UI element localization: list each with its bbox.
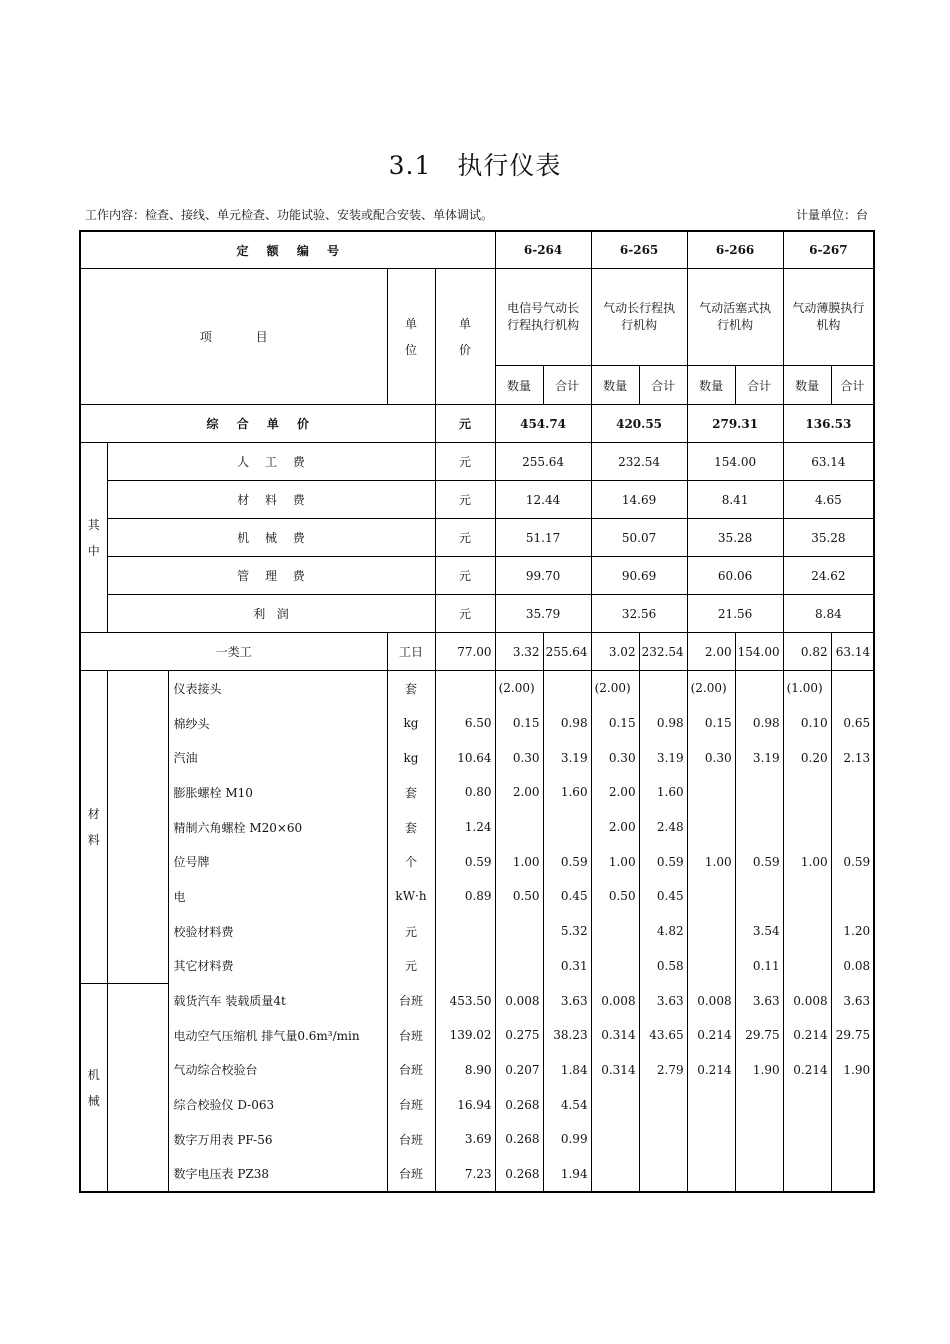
among-name: 材 料 费 bbox=[107, 481, 435, 519]
sum-header: 合计 bbox=[639, 366, 687, 405]
section-title: 执行仪表 bbox=[457, 151, 562, 180]
resource-cell bbox=[735, 671, 783, 706]
among-name: 人 工 费 bbox=[107, 443, 435, 481]
resource-cell bbox=[783, 1087, 831, 1122]
resource-cell: 3.19 bbox=[639, 740, 687, 775]
machinery-row bbox=[80, 1157, 874, 1193]
resource-cell: 0.30 bbox=[591, 740, 639, 775]
resource-cell: 0.214 bbox=[783, 1053, 831, 1088]
resource-cell bbox=[495, 810, 543, 845]
labor-cell: 255.64 bbox=[543, 633, 591, 671]
among-name: 管 理 费 bbox=[107, 557, 435, 595]
resource-name: 校验材料费 bbox=[168, 914, 387, 949]
resource-cell: 0.10 bbox=[783, 706, 831, 741]
among-value: 255.64 bbox=[495, 443, 591, 481]
resource-price: 453.50 bbox=[435, 983, 495, 1018]
resource-cell: 0.59 bbox=[543, 844, 591, 879]
labor-cell: 3.32 bbox=[495, 633, 543, 671]
resource-cell: 0.59 bbox=[831, 844, 874, 879]
resource-cell: 1.90 bbox=[831, 1053, 874, 1088]
among-value: 35.28 bbox=[687, 519, 783, 557]
resource-cell bbox=[687, 879, 735, 914]
resource-cell bbox=[831, 1087, 874, 1122]
labor-unit: 工日 bbox=[387, 633, 435, 671]
summary-value: 279.31 bbox=[687, 405, 783, 443]
resource-cell bbox=[495, 949, 543, 984]
resource-cell: 5.32 bbox=[543, 914, 591, 949]
resource-cell: 0.214 bbox=[687, 1018, 735, 1053]
among-value: 232.54 bbox=[591, 443, 687, 481]
resource-cell: (2.00) bbox=[687, 671, 735, 706]
resource-price: 6.50 bbox=[435, 706, 495, 741]
resource-name: 综合校验仪 D-063 bbox=[168, 1087, 387, 1122]
resource-cell: 38.23 bbox=[543, 1018, 591, 1053]
page-title bbox=[0, 146, 950, 182]
among-unit: 元 bbox=[435, 595, 495, 633]
summary-row bbox=[80, 405, 874, 443]
summary-label: 综 合 单 价 bbox=[80, 405, 435, 443]
resource-price bbox=[435, 914, 495, 949]
resource-unit: kg bbox=[387, 706, 435, 741]
resource-name: 电 bbox=[168, 879, 387, 914]
resource-cell bbox=[687, 1157, 735, 1193]
unit-note: 计量单位：台 bbox=[795, 208, 868, 222]
resource-cell: 0.314 bbox=[591, 1018, 639, 1053]
resource-cell bbox=[639, 1087, 687, 1122]
resource-cell bbox=[639, 1122, 687, 1157]
material-row bbox=[80, 949, 874, 984]
resource-cell: 0.314 bbox=[591, 1053, 639, 1088]
resource-price bbox=[435, 949, 495, 984]
resource-name: 汽油 bbox=[168, 740, 387, 775]
among-value: 99.70 bbox=[495, 557, 591, 595]
material-row bbox=[80, 810, 874, 845]
labor-cell: 63.14 bbox=[831, 633, 874, 671]
machinery-row bbox=[80, 1087, 874, 1122]
resource-cell bbox=[591, 1157, 639, 1193]
resource-price: 10.64 bbox=[435, 740, 495, 775]
resource-cell: 0.59 bbox=[639, 844, 687, 879]
resource-cell bbox=[831, 671, 874, 706]
resource-price: 139.02 bbox=[435, 1018, 495, 1053]
resource-cell bbox=[591, 914, 639, 949]
resource-cell: 2.79 bbox=[639, 1053, 687, 1088]
qty-header: 数量 bbox=[783, 366, 831, 405]
resource-cell: 2.00 bbox=[591, 775, 639, 810]
resource-cell bbox=[735, 879, 783, 914]
quota-code: 6-266 bbox=[687, 231, 783, 269]
resource-cell bbox=[735, 1157, 783, 1193]
resource-price: 8.90 bbox=[435, 1053, 495, 1088]
resource-cell: 0.50 bbox=[495, 879, 543, 914]
work-content: 工作内容：检查、接线、单元检查、功能试验、安装或配合安装、单体调试。 bbox=[85, 208, 494, 222]
among-value: 154.00 bbox=[687, 443, 783, 481]
resource-cell: 43.65 bbox=[639, 1018, 687, 1053]
among-value: 8.41 bbox=[687, 481, 783, 519]
resource-cell bbox=[783, 1122, 831, 1157]
resource-cell: 0.08 bbox=[831, 949, 874, 984]
resource-cell bbox=[591, 949, 639, 984]
resource-cell bbox=[783, 775, 831, 810]
among-value: 12.44 bbox=[495, 481, 591, 519]
resource-cell: 1.00 bbox=[591, 844, 639, 879]
resource-name: 精制六角螺栓 M20×60 bbox=[168, 810, 387, 845]
resource-price: 7.23 bbox=[435, 1157, 495, 1193]
resource-cell: (2.00) bbox=[495, 671, 543, 706]
labor-name: 一类工 bbox=[80, 633, 387, 671]
resource-cell bbox=[831, 1157, 874, 1193]
resource-cell bbox=[783, 914, 831, 949]
resource-unit: 套 bbox=[387, 810, 435, 845]
resource-cell: 3.54 bbox=[735, 914, 783, 949]
resource-cell bbox=[831, 1122, 874, 1157]
machinery-spacer bbox=[107, 983, 168, 1192]
machinery-row bbox=[80, 1018, 874, 1053]
resource-cell bbox=[735, 1122, 783, 1157]
among-unit: 元 bbox=[435, 519, 495, 557]
resource-cell: 0.98 bbox=[543, 706, 591, 741]
resource-unit: 台班 bbox=[387, 1018, 435, 1053]
resource-cell: 0.30 bbox=[687, 740, 735, 775]
resource-cell bbox=[687, 1122, 735, 1157]
resource-cell: 0.008 bbox=[495, 983, 543, 1018]
resource-cell bbox=[783, 879, 831, 914]
resource-cell: 0.65 bbox=[831, 706, 874, 741]
resource-cell bbox=[687, 1087, 735, 1122]
resource-cell: 2.00 bbox=[591, 810, 639, 845]
machinery-label: 机 械 bbox=[80, 983, 107, 1192]
resource-cell: 1.90 bbox=[735, 1053, 783, 1088]
resource-cell: 4.54 bbox=[543, 1087, 591, 1122]
quota-code: 6-267 bbox=[783, 231, 874, 269]
code-row bbox=[80, 231, 874, 269]
resource-cell bbox=[831, 879, 874, 914]
resource-cell bbox=[639, 1157, 687, 1193]
resource-cell: 3.63 bbox=[831, 983, 874, 1018]
resource-cell: 0.268 bbox=[495, 1157, 543, 1193]
resource-cell: 0.008 bbox=[783, 983, 831, 1018]
sum-header: 合计 bbox=[735, 366, 783, 405]
resource-cell: 0.275 bbox=[495, 1018, 543, 1053]
resource-unit: 台班 bbox=[387, 1157, 435, 1193]
machinery-row bbox=[80, 1122, 874, 1157]
resource-cell: 0.98 bbox=[639, 706, 687, 741]
price-header: 单 价 bbox=[435, 269, 495, 405]
among-value: 8.84 bbox=[783, 595, 874, 633]
resource-cell: 1.60 bbox=[639, 775, 687, 810]
material-row bbox=[80, 844, 874, 879]
resource-cell: 0.59 bbox=[735, 844, 783, 879]
resource-unit: 台班 bbox=[387, 1087, 435, 1122]
resource-cell: 3.63 bbox=[735, 983, 783, 1018]
resource-price: 1.24 bbox=[435, 810, 495, 845]
resource-cell bbox=[591, 1087, 639, 1122]
resource-cell: 1.94 bbox=[543, 1157, 591, 1193]
resource-cell: 29.75 bbox=[735, 1018, 783, 1053]
resource-price bbox=[435, 671, 495, 706]
code-label: 定 额 编 号 bbox=[80, 231, 495, 269]
summary-unit: 元 bbox=[435, 405, 495, 443]
resource-name: 电动空气压缩机 排气量0.6m³/min bbox=[168, 1018, 387, 1053]
column-name: 气动薄膜执行机构 bbox=[783, 269, 874, 366]
among-value: 63.14 bbox=[783, 443, 874, 481]
resource-cell bbox=[735, 775, 783, 810]
resource-cell: 0.99 bbox=[543, 1122, 591, 1157]
resource-cell: 1.84 bbox=[543, 1053, 591, 1088]
among-value: 24.62 bbox=[783, 557, 874, 595]
resource-cell: 0.15 bbox=[495, 706, 543, 741]
resource-cell bbox=[591, 1122, 639, 1157]
resource-cell: 0.50 bbox=[591, 879, 639, 914]
resource-cell: 1.60 bbox=[543, 775, 591, 810]
labor-cell: 3.02 bbox=[591, 633, 639, 671]
resource-unit: 套 bbox=[387, 671, 435, 706]
resource-cell bbox=[639, 671, 687, 706]
resource-cell bbox=[831, 775, 874, 810]
resource-cell: 0.31 bbox=[543, 949, 591, 984]
resource-cell bbox=[543, 671, 591, 706]
among-unit: 元 bbox=[435, 481, 495, 519]
resource-unit: 个 bbox=[387, 844, 435, 879]
resource-cell: 0.20 bbox=[783, 740, 831, 775]
resource-cell: 0.268 bbox=[495, 1087, 543, 1122]
machinery-row bbox=[80, 983, 874, 1018]
resource-cell: 0.58 bbox=[639, 949, 687, 984]
material-row bbox=[80, 914, 874, 949]
among-unit: 元 bbox=[435, 443, 495, 481]
among-value: 21.56 bbox=[687, 595, 783, 633]
resource-cell: (1.00) bbox=[783, 671, 831, 706]
among-name: 利 润 bbox=[107, 595, 435, 633]
resource-unit: kW·h bbox=[387, 879, 435, 914]
resource-cell: 0.268 bbox=[495, 1122, 543, 1157]
resource-cell: (2.00) bbox=[591, 671, 639, 706]
labor-cell: 2.00 bbox=[687, 633, 735, 671]
resource-cell: 2.13 bbox=[831, 740, 874, 775]
resource-unit: 台班 bbox=[387, 1053, 435, 1088]
resource-price: 16.94 bbox=[435, 1087, 495, 1122]
material-row bbox=[80, 740, 874, 775]
among-unit: 元 bbox=[435, 557, 495, 595]
resource-cell bbox=[735, 810, 783, 845]
resource-cell: 1.20 bbox=[831, 914, 874, 949]
resource-cell bbox=[687, 949, 735, 984]
among-label: 其 中 bbox=[80, 443, 107, 633]
among-row bbox=[80, 481, 874, 519]
resource-price: 0.89 bbox=[435, 879, 495, 914]
among-value: 51.17 bbox=[495, 519, 591, 557]
resource-cell: 3.63 bbox=[639, 983, 687, 1018]
sum-header: 合计 bbox=[831, 366, 874, 405]
machinery-block bbox=[80, 983, 874, 1192]
resource-cell bbox=[783, 810, 831, 845]
summary-value: 420.55 bbox=[591, 405, 687, 443]
resource-name: 载货汽车 装载质量4t bbox=[168, 983, 387, 1018]
labor-cell: 154.00 bbox=[735, 633, 783, 671]
resource-cell: 0.11 bbox=[735, 949, 783, 984]
among-value: 90.69 bbox=[591, 557, 687, 595]
materials-spacer bbox=[107, 671, 168, 984]
resource-unit: 套 bbox=[387, 775, 435, 810]
among-name: 机 械 费 bbox=[107, 519, 435, 557]
column-name: 气动活塞式执行机构 bbox=[687, 269, 783, 366]
resource-cell: 0.008 bbox=[591, 983, 639, 1018]
resource-cell: 3.19 bbox=[735, 740, 783, 775]
resource-unit: kg bbox=[387, 740, 435, 775]
resource-unit: 台班 bbox=[387, 1122, 435, 1157]
quota-code: 6-264 bbox=[495, 231, 591, 269]
resource-price: 3.69 bbox=[435, 1122, 495, 1157]
among-row bbox=[80, 557, 874, 595]
among-value: 32.56 bbox=[591, 595, 687, 633]
resource-cell bbox=[831, 810, 874, 845]
unit-header: 单 位 bbox=[387, 269, 435, 405]
resource-cell: 1.00 bbox=[687, 844, 735, 879]
summary-value: 136.53 bbox=[783, 405, 874, 443]
among-value: 35.28 bbox=[783, 519, 874, 557]
resource-cell bbox=[687, 810, 735, 845]
among-row bbox=[80, 595, 874, 633]
resource-unit: 元 bbox=[387, 949, 435, 984]
resource-name: 其它材料费 bbox=[168, 949, 387, 984]
section-number: 3.1 bbox=[388, 151, 432, 180]
resource-price: 0.80 bbox=[435, 775, 495, 810]
quota-table bbox=[79, 230, 875, 1193]
resource-cell bbox=[543, 810, 591, 845]
resource-cell: 4.82 bbox=[639, 914, 687, 949]
among-row bbox=[80, 519, 874, 557]
resource-name: 棉纱头 bbox=[168, 706, 387, 741]
resource-cell bbox=[495, 914, 543, 949]
among-row bbox=[80, 443, 874, 481]
resource-cell: 2.00 bbox=[495, 775, 543, 810]
resource-name: 膨胀螺栓 M10 bbox=[168, 775, 387, 810]
material-row bbox=[80, 706, 874, 741]
labor-cell: 232.54 bbox=[639, 633, 687, 671]
resource-cell: 1.00 bbox=[495, 844, 543, 879]
quota-code: 6-265 bbox=[591, 231, 687, 269]
resource-cell: 0.008 bbox=[687, 983, 735, 1018]
resource-name: 仪表接头 bbox=[168, 671, 387, 706]
resource-cell: 0.214 bbox=[783, 1018, 831, 1053]
among-value: 4.65 bbox=[783, 481, 874, 519]
qty-header: 数量 bbox=[591, 366, 639, 405]
resource-name: 位号牌 bbox=[168, 844, 387, 879]
name-row bbox=[80, 269, 874, 366]
resource-cell: 0.30 bbox=[495, 740, 543, 775]
labor-row bbox=[80, 633, 874, 671]
material-row bbox=[80, 775, 874, 810]
column-name: 电信号气动长行程执行机构 bbox=[495, 269, 591, 366]
materials-label: 材 料 bbox=[80, 671, 107, 984]
resource-unit: 台班 bbox=[387, 983, 435, 1018]
resource-cell: 0.207 bbox=[495, 1053, 543, 1088]
column-name: 气动长行程执行机构 bbox=[591, 269, 687, 366]
among-value: 14.69 bbox=[591, 481, 687, 519]
summary-value: 454.74 bbox=[495, 405, 591, 443]
resource-cell: 0.214 bbox=[687, 1053, 735, 1088]
among-value: 60.06 bbox=[687, 557, 783, 595]
machinery-row bbox=[80, 1053, 874, 1088]
among-value: 35.79 bbox=[495, 595, 591, 633]
resource-cell bbox=[783, 949, 831, 984]
resource-cell: 0.15 bbox=[591, 706, 639, 741]
qty-header: 数量 bbox=[495, 366, 543, 405]
labor-price: 77.00 bbox=[435, 633, 495, 671]
resource-price: 0.59 bbox=[435, 844, 495, 879]
resource-cell: 3.63 bbox=[543, 983, 591, 1018]
resource-cell bbox=[735, 1087, 783, 1122]
resource-cell bbox=[687, 914, 735, 949]
resource-cell bbox=[687, 775, 735, 810]
resource-cell bbox=[783, 1157, 831, 1193]
material-row bbox=[80, 879, 874, 914]
resource-cell: 29.75 bbox=[831, 1018, 874, 1053]
among-value: 50.07 bbox=[591, 519, 687, 557]
resource-cell: 0.15 bbox=[687, 706, 735, 741]
item-label: 项 目 bbox=[80, 269, 387, 405]
resource-cell: 3.19 bbox=[543, 740, 591, 775]
resource-cell: 0.98 bbox=[735, 706, 783, 741]
resource-name: 数字电压表 PZ38 bbox=[168, 1157, 387, 1193]
materials-block bbox=[80, 671, 874, 984]
resource-cell: 2.48 bbox=[639, 810, 687, 845]
qty-header: 数量 bbox=[687, 366, 735, 405]
sum-header: 合计 bbox=[543, 366, 591, 405]
resource-cell: 1.00 bbox=[783, 844, 831, 879]
resource-unit: 元 bbox=[387, 914, 435, 949]
resource-name: 气动综合校验台 bbox=[168, 1053, 387, 1088]
labor-cell: 0.82 bbox=[783, 633, 831, 671]
material-row bbox=[80, 671, 874, 706]
resource-cell: 0.45 bbox=[543, 879, 591, 914]
resource-name: 数字万用表 PF-56 bbox=[168, 1122, 387, 1157]
resource-cell: 0.45 bbox=[639, 879, 687, 914]
